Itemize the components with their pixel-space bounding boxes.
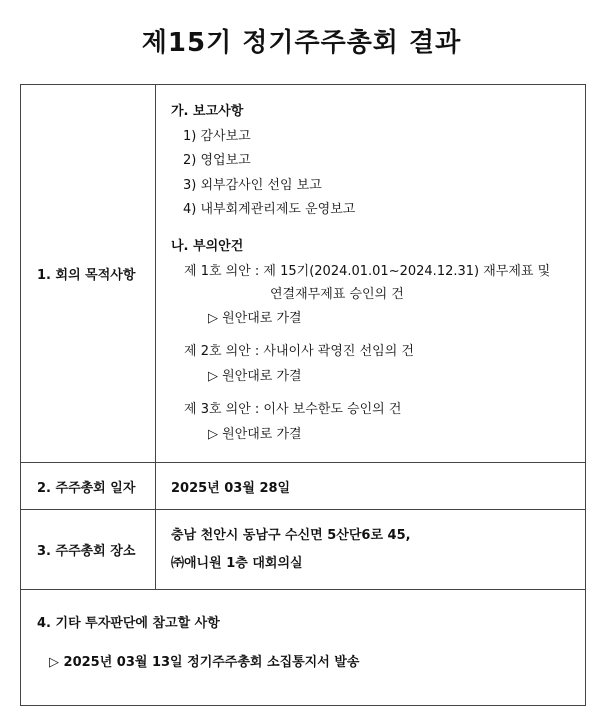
agenda-item-1-result: ▷ 원안대로 가결 [208,310,302,326]
date-row [21,463,586,510]
other-row [21,590,586,706]
place-address: 충남 천안시 동남구 수신면 5산단6로 45, [171,527,411,543]
report-item: 4) 내부회계관리제도 운영보고 [183,202,356,217]
agenda-item-2: 제 2호 의안 : 사내이사 곽영진 선임의 건 [184,343,414,359]
results-table [20,84,586,706]
report-item: 3) 외부감사인 선임 보고 [183,177,322,193]
place-value [156,510,586,590]
place-label: 3. 주주총회 장소 [21,510,156,590]
resolution-heading: 나. 부의안건 [171,238,244,254]
date-label: 2. 주주총회 일자 [21,463,156,510]
purpose-content [156,85,586,463]
place-room: ㈜애니원 1층 대회의실 [171,555,303,571]
report-heading: 가. 보고사항 [171,103,244,119]
report-item: 1) 감사보고 [183,128,251,144]
other-cell [21,590,586,706]
agenda-item-1: 제 1호 의안 : 제 15기(2024.01.01~2024.12.31) 재무제표 및 [184,263,551,279]
other-item: ▷ 2025년 03월 13일 정기주주총회 소집통지서 발송 [49,655,360,670]
report-item: 2) 영업보고 [183,153,251,168]
place-row [21,510,586,590]
agenda-item-3-result: ▷ 원안대로 가결 [208,426,302,442]
date-value: 2025년 03월 28일 [156,463,586,510]
other-label: 4. 기타 투자판단에 참고할 사항 [37,616,220,631]
agenda-item-3: 제 3호 의안 : 이사 보수한도 승인의 건 [184,401,402,417]
page-title: 제15기 정기주주총회 결과 [141,28,462,58]
agenda-item-1-continued: 연결재무제표 승인의 건 [270,286,404,302]
purpose-row [21,85,586,463]
purpose-label: 1. 회의 목적사항 [21,85,156,463]
agenda-item-2-result: ▷ 원안대로 가결 [208,368,302,384]
